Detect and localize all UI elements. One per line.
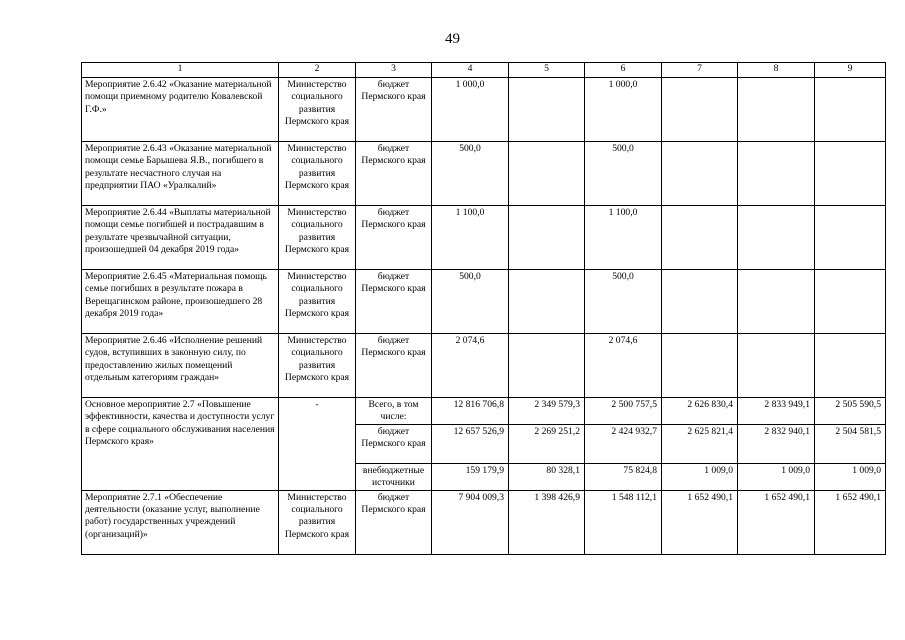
page-number: 49 <box>445 31 460 47</box>
amount-year <box>815 270 886 334</box>
table-row <box>82 270 886 334</box>
amount-year: 80 328,1 <box>509 463 585 490</box>
amount-year: 1 100,0 <box>585 206 662 270</box>
column-number: 8 <box>738 63 815 78</box>
column-number: 4 <box>432 63 509 78</box>
table-row <box>82 206 886 270</box>
column-number: 2 <box>279 63 356 78</box>
column-number: 5 <box>509 63 585 78</box>
amount-year: 2 832 940,1 <box>738 424 815 463</box>
column-number: 1 <box>82 63 279 78</box>
amount-year <box>815 142 886 206</box>
amount-year: 2 505 590,5 <box>815 398 886 425</box>
amount-total: 1 100,0 <box>432 206 509 270</box>
event-name: Мероприятие 2.6.45 «Материальная помощь семье погибших в результате пожара в Верещагинском районе, произошедшего 28 декабря 2019 года» <box>82 270 279 334</box>
event-name: Мероприятие 2.6.43 «Оказание материальной помощи семье Барышева Я.В., погибшего в результате несчастного случая на предприятии ПАО «Уралкалий» <box>82 142 279 206</box>
executor: - <box>279 398 356 491</box>
table-row <box>82 398 886 425</box>
executor: Министерство социального развития Пермского края <box>279 206 356 270</box>
amount-total: 500,0 <box>432 142 509 206</box>
amount-year: 500,0 <box>585 142 662 206</box>
amount-total: 2 074,6 <box>432 334 509 398</box>
table-row <box>82 490 886 554</box>
column-number: 9 <box>815 63 886 78</box>
executor: Министерство социального развития Пермского края <box>279 490 356 554</box>
table-row <box>82 142 886 206</box>
amount-year <box>509 270 585 334</box>
amount-year: 2 074,6 <box>585 334 662 398</box>
amount-year <box>509 78 585 142</box>
amount-year <box>662 142 738 206</box>
amount-year <box>509 142 585 206</box>
amount-year: 2 625 821,4 <box>662 424 738 463</box>
funding-source: бюджет Пермского края <box>356 424 432 463</box>
amount-year: 1 000,0 <box>585 78 662 142</box>
amount-year: 75 824,8 <box>585 463 662 490</box>
amount-year <box>509 334 585 398</box>
amount-year <box>662 334 738 398</box>
event-name: Мероприятие 2.6.44 «Выплаты материальной помощи семье погибшей и пострадавшим в результате чрезвычайной ситуации, произошедшей 04 декабря 2019 года» <box>82 206 279 270</box>
budget-table <box>81 62 886 555</box>
amount-year: 1 652 490,1 <box>662 490 738 554</box>
amount-year: 2 349 579,3 <box>509 398 585 425</box>
amount-total: 500,0 <box>432 270 509 334</box>
amount-total: 159 179,9 <box>432 463 509 490</box>
amount-year <box>815 206 886 270</box>
event-name: Мероприятие 2.7.1 «Обеспечение деятельности (оказание услуг, выполнение работ) государственных учреждений (организаций)» <box>82 490 279 554</box>
amount-total: 12 657 526,9 <box>432 424 509 463</box>
column-number: 6 <box>585 63 662 78</box>
amount-total: 12 816 706,8 <box>432 398 509 425</box>
amount-year: 1 009,0 <box>815 463 886 490</box>
column-number: 7 <box>662 63 738 78</box>
amount-year: 2 500 757,5 <box>585 398 662 425</box>
executor: Министерство социального развития Пермского края <box>279 270 356 334</box>
amount-year <box>738 270 815 334</box>
amount-year: 2 504 581,5 <box>815 424 886 463</box>
amount-year: 2 833 949,1 <box>738 398 815 425</box>
executor: Министерство социального развития Пермского края <box>279 78 356 142</box>
funding-source: бюджет Пермского края <box>356 270 432 334</box>
funding-source: бюджет Пермского края <box>356 78 432 142</box>
event-name: Мероприятие 2.6.42 «Оказание материальной помощи приемному родителю Ковалевской Г.Ф.» <box>82 78 279 142</box>
funding-source: бюджет Пермского края <box>356 142 432 206</box>
executor: Министерство социального развития Пермского края <box>279 142 356 206</box>
amount-year: 1 009,0 <box>662 463 738 490</box>
amount-year <box>738 206 815 270</box>
amount-year <box>738 78 815 142</box>
amount-year <box>815 334 886 398</box>
amount-total: 1 000,0 <box>432 78 509 142</box>
table-row <box>82 334 886 398</box>
funding-source: бюджет Пермского края <box>356 334 432 398</box>
amount-year: 1 652 490,1 <box>738 490 815 554</box>
amount-year <box>662 270 738 334</box>
column-number-row <box>82 63 886 78</box>
amount-year <box>815 78 886 142</box>
funding-source: внебюджетные источники <box>356 463 432 490</box>
amount-year: 1 548 112,1 <box>585 490 662 554</box>
amount-year <box>662 78 738 142</box>
amount-total: 7 904 009,3 <box>432 490 509 554</box>
funding-source: бюджет Пермского края <box>356 490 432 554</box>
executor: Министерство социального развития Пермского края <box>279 334 356 398</box>
column-number: 3 <box>356 63 432 78</box>
event-name: Мероприятие 2.6.46 «Исполнение решений судов, вступивших в законную силу, по предоставлению жилых помещений отдельным категориям граждан» <box>82 334 279 398</box>
amount-year: 2 269 251,2 <box>509 424 585 463</box>
amount-year: 1 009,0 <box>738 463 815 490</box>
funding-source: бюджет Пермского края <box>356 206 432 270</box>
amount-year: 2 424 932,7 <box>585 424 662 463</box>
amount-year: 2 626 830,4 <box>662 398 738 425</box>
amount-year: 500,0 <box>585 270 662 334</box>
amount-year <box>509 206 585 270</box>
funding-source: Всего, в том числе: <box>356 398 432 425</box>
amount-year <box>662 206 738 270</box>
amount-year <box>738 334 815 398</box>
amount-year: 1 398 426,9 <box>509 490 585 554</box>
table-row <box>82 78 886 142</box>
main-event-name: Основное мероприятие 2.7 «Повышение эффективности, качества и доступности услуг в сфере социального обслуживания населения Пермского края» <box>82 398 279 491</box>
amount-year <box>738 142 815 206</box>
amount-year: 1 652 490,1 <box>815 490 886 554</box>
